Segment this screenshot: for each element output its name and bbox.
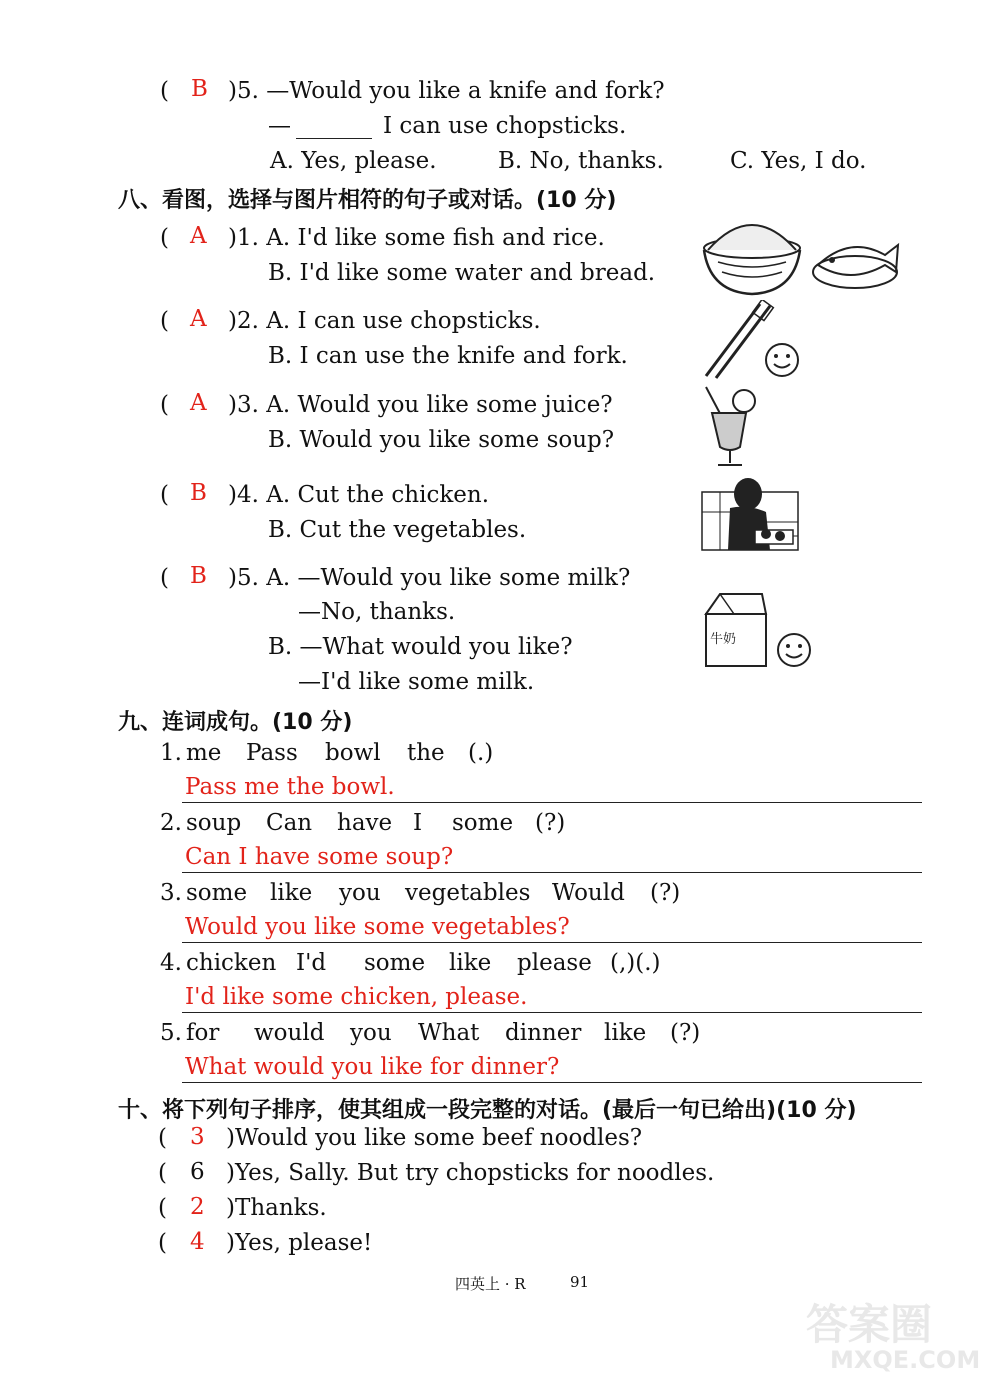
word: Would bbox=[552, 880, 625, 906]
option-line: )5. A. —Would you like some milk? bbox=[228, 565, 631, 591]
word: like bbox=[604, 1020, 647, 1046]
paren-open: ( bbox=[160, 565, 169, 591]
answer-line bbox=[182, 942, 922, 943]
smiley-face-icon bbox=[764, 342, 800, 378]
word: me bbox=[186, 740, 222, 766]
given-order: 6 bbox=[190, 1159, 205, 1185]
option-b: B. No, thanks. bbox=[498, 148, 664, 174]
option-line: —No, thanks. bbox=[298, 599, 456, 625]
word: What bbox=[418, 1020, 480, 1046]
item-number: 4. bbox=[160, 950, 182, 976]
rice-bowl-and-fish-icon bbox=[700, 210, 905, 300]
word: have bbox=[337, 810, 393, 836]
word: I'd bbox=[296, 950, 327, 976]
option-line: )1. A. I'd like some fish and rice. bbox=[228, 225, 605, 251]
option-line: B. I can use the knife and fork. bbox=[268, 343, 628, 369]
item-number: 3. bbox=[160, 880, 182, 906]
answer-mark: A bbox=[190, 306, 207, 332]
question-text: I can use chopsticks. bbox=[383, 113, 627, 139]
section-title: 十、将下列句子排序，使其组成一段完整的对话。(最后一句已给出)(10 分) bbox=[118, 1098, 857, 1123]
option-line: B. Cut the vegetables. bbox=[268, 517, 527, 543]
answer-line bbox=[182, 802, 922, 803]
blank-line bbox=[296, 138, 372, 139]
footer-label: 四英上 · R bbox=[455, 1275, 526, 1293]
page-number: 91 bbox=[570, 1273, 590, 1291]
answer-mark: B bbox=[191, 76, 208, 102]
dialogue-line: )Yes, please! bbox=[226, 1230, 373, 1256]
option-line: B. —What would you like? bbox=[268, 634, 573, 660]
answer-mark: 2 bbox=[190, 1194, 205, 1220]
paren-open: ( bbox=[160, 225, 169, 251]
answer-sentence: What would you like for dinner? bbox=[185, 1054, 560, 1080]
dash: — bbox=[268, 113, 291, 139]
answer-line bbox=[182, 1082, 922, 1083]
word: dinner bbox=[505, 1020, 582, 1046]
word: some bbox=[186, 880, 248, 906]
section-title: 八、看图，选择与图片相符的句子或对话。(10 分) bbox=[118, 188, 617, 213]
dialogue-line: )Would you like some beef noodles? bbox=[226, 1125, 643, 1151]
answer-line bbox=[182, 1012, 922, 1013]
word: Can bbox=[266, 810, 313, 836]
option-line: —I'd like some milk. bbox=[298, 669, 535, 695]
item-number: 5. bbox=[160, 1020, 182, 1046]
option-line: )4. A. Cut the chicken. bbox=[228, 482, 490, 508]
word: (?) bbox=[670, 1020, 701, 1046]
word: (,)(.) bbox=[610, 950, 661, 976]
answer-line bbox=[182, 872, 922, 873]
paren-open: ( bbox=[160, 392, 169, 418]
option-line: )3. A. Would you like some juice? bbox=[228, 392, 613, 418]
question-text: )5. —Would you like a knife and fork? bbox=[228, 78, 665, 104]
answer-sentence: I'd like some chicken, please. bbox=[185, 984, 528, 1010]
word: some bbox=[364, 950, 426, 976]
watermark-logo: 答案圈 bbox=[806, 1300, 933, 1349]
answer-sentence: Pass me the bowl. bbox=[185, 774, 395, 800]
word: the bbox=[407, 740, 445, 766]
word: I bbox=[413, 810, 423, 836]
word: Pass bbox=[246, 740, 298, 766]
watermark-url: MXQE.COM bbox=[830, 1346, 981, 1374]
option-line: )2. A. I can use chopsticks. bbox=[228, 308, 541, 334]
word: like bbox=[270, 880, 313, 906]
milk-carton-icon bbox=[700, 588, 772, 670]
word: would bbox=[254, 1020, 325, 1046]
answer-mark: A bbox=[190, 223, 207, 249]
word: you bbox=[350, 1020, 392, 1046]
section-title: 九、连词成句。(10 分) bbox=[118, 710, 353, 735]
smiley-face-icon bbox=[776, 632, 812, 668]
word: vegetables bbox=[405, 880, 531, 906]
option-a: A. Yes, please. bbox=[270, 148, 437, 174]
word: (.) bbox=[468, 740, 494, 766]
paren-open: ( bbox=[158, 1230, 167, 1256]
answer-mark: 4 bbox=[190, 1229, 205, 1255]
word: for bbox=[186, 1020, 220, 1046]
juice-glass-icon bbox=[700, 385, 760, 470]
paren-open: ( bbox=[158, 1195, 167, 1221]
word: you bbox=[339, 880, 381, 906]
item-number: 2. bbox=[160, 810, 182, 836]
paren-open: ( bbox=[158, 1160, 167, 1186]
dialogue-line: )Yes, Sally. But try chopsticks for noodles. bbox=[226, 1160, 715, 1186]
paren-open: ( bbox=[160, 482, 169, 508]
answer-mark: B bbox=[190, 480, 207, 506]
word: chicken bbox=[186, 950, 277, 976]
dialogue-line: )Thanks. bbox=[226, 1195, 327, 1221]
option-line: B. I'd like some water and bread. bbox=[268, 260, 656, 286]
item-number: 1. bbox=[160, 740, 182, 766]
milk-label: 牛奶 bbox=[710, 632, 737, 647]
option-c: C. Yes, I do. bbox=[730, 148, 867, 174]
word: soup bbox=[186, 810, 242, 836]
word: (?) bbox=[650, 880, 681, 906]
answer-mark: B bbox=[190, 563, 207, 589]
answer-mark: 3 bbox=[190, 1124, 205, 1150]
word: bowl bbox=[325, 740, 381, 766]
paren-open: ( bbox=[158, 1125, 167, 1151]
word: some bbox=[452, 810, 514, 836]
word: (?) bbox=[535, 810, 566, 836]
cutting-vegetables-picture bbox=[700, 472, 800, 552]
word: please bbox=[517, 950, 592, 976]
answer-sentence: Would you like some vegetables? bbox=[185, 914, 570, 940]
paren-open: ( bbox=[160, 78, 169, 104]
option-line: B. Would you like some soup? bbox=[268, 427, 615, 453]
answer-mark: A bbox=[190, 390, 207, 416]
answer-sentence: Can I have some soup? bbox=[185, 844, 454, 870]
paren-open: ( bbox=[160, 308, 169, 334]
word: like bbox=[449, 950, 492, 976]
